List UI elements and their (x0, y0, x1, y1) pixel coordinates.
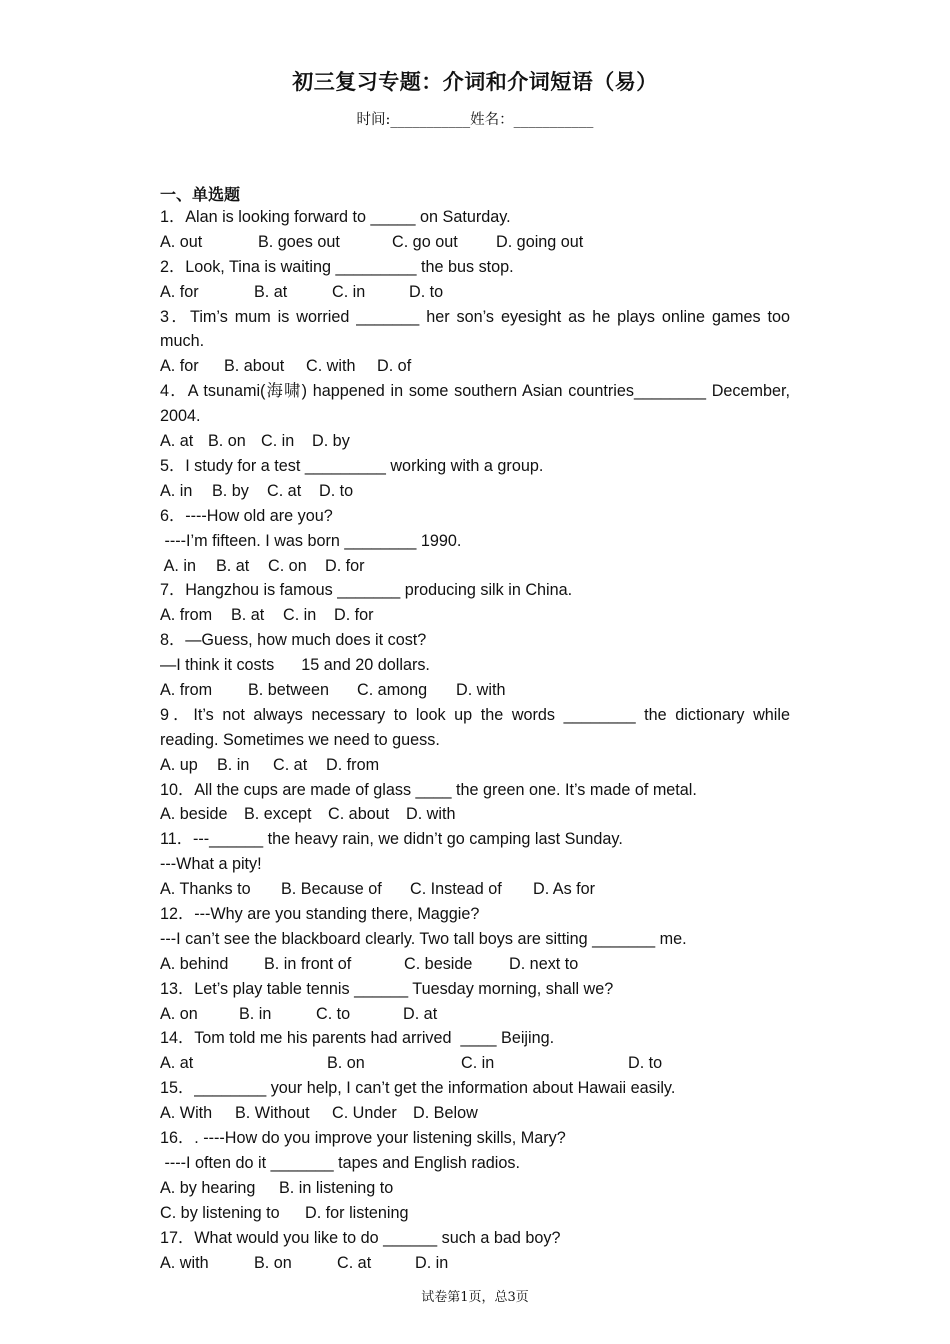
option-a: A. out (160, 232, 203, 251)
option-d: D. to (628, 1054, 663, 1073)
question-stem: 9．It’s not always necessary to look up the words ________ the dictionary while reading. Sometimes we need to guess. (160, 705, 790, 749)
question-stem: 1．Alan is looking forward to _____ on Saturday. (160, 208, 511, 226)
option-b: B. at (231, 606, 265, 625)
options-row (160, 753, 790, 778)
question-block (160, 977, 790, 1027)
question-stem: 8．—Guess, how much does it cost? (160, 631, 427, 650)
question-stem: 15．________ your help, I can’t get the information about Hawaii easily. (160, 1079, 676, 1098)
answer-line: ----I often do it _______ tapes and English radios. (160, 1153, 520, 1172)
options-row (160, 1101, 790, 1126)
option-d: D. with (406, 805, 456, 824)
option-c: C. with (306, 357, 356, 376)
option-b: B. in listening to (279, 1178, 394, 1197)
question-stem: 17．What would you like to do ______ such a bad boy? (160, 1228, 561, 1247)
options-row (160, 280, 790, 305)
question-block (160, 1076, 790, 1126)
page-footer: 试卷第1页，总3页 (421, 1290, 529, 1305)
question-stem: 3．Tim’s mum is worried _______ her son’s eyesight as he plays online games too much. (160, 307, 790, 351)
option-b: B. goes out (258, 232, 340, 251)
option-d: D. with (456, 680, 506, 699)
option-d: D. in (415, 1253, 449, 1272)
option-b: B. at (254, 282, 288, 301)
option-a: A. by hearing (160, 1178, 256, 1197)
option-b: B. in (239, 1004, 272, 1023)
question-stem: 14．Tom told me his parents had arrived ____ Beijing. (160, 1029, 555, 1048)
option-c: C. go out (392, 232, 458, 251)
option-a: A. on (160, 1004, 198, 1023)
option-a: A. beside (160, 805, 228, 824)
question-block (160, 703, 790, 778)
options-row (160, 1051, 790, 1076)
option-a: A. with (160, 1253, 209, 1272)
option-a: A. in (160, 481, 193, 500)
question-stem: 12．---Why are you standing there, Maggie? (160, 905, 480, 924)
option-b: B. except (244, 805, 312, 824)
option-b: B. in front of (264, 954, 352, 973)
question-stem: 4．A tsunami(海啸) happened in some southern Asian countries________ December, 2004. (160, 382, 790, 426)
option-c: C. at (267, 481, 302, 500)
option-b: B. by (212, 481, 249, 500)
option-b: B. in (217, 755, 250, 774)
question-stem: 5．I study for a test _________ working with a group. (160, 456, 544, 475)
question-block (160, 1226, 790, 1276)
option-c: C. at (337, 1253, 372, 1272)
answer-line: ----I’m fifteen. I was born ________ 1990. (160, 531, 462, 550)
option-d: D. for (325, 556, 365, 575)
options-row (160, 429, 790, 454)
question-stem: 6．----How old are you? (160, 506, 333, 525)
option-a: A. at (160, 432, 194, 451)
option-d: D. next to (509, 954, 579, 973)
options-row (160, 678, 790, 703)
question-block (160, 578, 790, 628)
question-block (160, 305, 790, 380)
option-a: A. in (160, 556, 196, 575)
options-row (160, 354, 790, 379)
question-block (160, 255, 790, 305)
option-b: B. at (216, 556, 250, 575)
option-a: A. With (160, 1104, 213, 1123)
option-b: B. Without (235, 1104, 310, 1123)
option-d: D. to (409, 282, 444, 301)
options-row (160, 1251, 790, 1276)
option-d: D. at (403, 1004, 438, 1023)
option-d: D. to (319, 481, 354, 500)
answer-line: ---What a pity! (160, 855, 262, 874)
options-row (160, 802, 790, 827)
options-row (160, 1002, 790, 1027)
options-row (160, 230, 790, 255)
options-row (160, 952, 790, 977)
document-title: 初三复习专题：介词和介词短语（易） (292, 70, 658, 94)
option-c: C. among (357, 680, 428, 699)
option-b: B. about (224, 357, 285, 376)
option-c: C. in (283, 606, 317, 625)
options-row (160, 877, 790, 902)
option-c: C. Instead of (410, 880, 502, 899)
option-d: D. Below (413, 1104, 478, 1123)
option-c: C. beside (404, 954, 473, 973)
option-b: B. Because of (281, 880, 382, 899)
answer-line: ---I can’t see the blackboard clearly. Two tall boys are sitting _______ me. (160, 929, 687, 948)
option-c: C. in (461, 1054, 495, 1073)
question-stem: 7．Hangzhou is famous _______ producing silk in China. (160, 581, 573, 600)
options-row (160, 554, 790, 579)
question-block (160, 778, 790, 828)
option-d: D. of (377, 357, 412, 376)
option-b: B. on (327, 1054, 365, 1073)
option-c: C. to (316, 1004, 351, 1023)
option-d: D. going out (496, 232, 584, 251)
question-stem: 2．Look, Tina is waiting _________ the bus stop. (160, 257, 514, 276)
question-stem: 16．. ----How do you improve your listening skills, Mary? (160, 1129, 566, 1148)
question-block (160, 1126, 790, 1226)
question-block (160, 902, 790, 977)
option-a: A. from (160, 606, 213, 625)
option-a: A. at (160, 1054, 194, 1073)
options-row (160, 1176, 790, 1201)
option-d: D. for listening (305, 1203, 409, 1222)
question-stem: 11．---______ the heavy rain, we didn’t go camping last Sunday. (160, 830, 623, 849)
option-c: C. about (328, 805, 390, 824)
question-block (160, 827, 790, 902)
option-a: A. behind (160, 954, 229, 973)
option-a: A. for (160, 282, 199, 301)
section-heading: 一、单选题 (160, 185, 241, 204)
option-c: C. on (268, 556, 307, 575)
option-a: A. up (160, 755, 198, 774)
option-c: C. in (332, 282, 366, 301)
option-d: D. for (334, 606, 374, 625)
answer-line: —I think it costs 15 and 20 dollars. (160, 656, 430, 675)
option-b: B. on (254, 1253, 292, 1272)
option-b: B. on (208, 432, 246, 451)
option-d: D. from (326, 755, 380, 774)
question-block (160, 1026, 790, 1076)
time-name-fields: 时间:___________姓名：___________ (356, 112, 594, 128)
question-block (160, 454, 790, 504)
option-d: D. As for (533, 880, 596, 899)
options-row (160, 603, 790, 628)
option-c: C. in (261, 432, 295, 451)
option-d: D. by (312, 432, 350, 451)
option-c: C. Under (332, 1104, 397, 1123)
question-block (160, 504, 790, 579)
option-c: C. at (273, 755, 308, 774)
option-c: C. by listening to (160, 1203, 280, 1222)
option-a: A. Thanks to (160, 880, 251, 899)
options-row (160, 1201, 790, 1226)
options-row (160, 479, 790, 504)
question-stem: 10．All the cups are made of glass ____ the green one. It’s made of metal. (160, 780, 697, 799)
question-block (160, 628, 790, 703)
question-block (160, 379, 790, 454)
question-block (160, 205, 790, 255)
option-b: B. between (248, 680, 329, 699)
option-a: A. from (160, 680, 213, 699)
question-stem: 13．Let’s play table tennis ______ Tuesday morning, shall we? (160, 979, 614, 998)
question-list (160, 205, 790, 1275)
option-a: A. for (160, 357, 199, 376)
